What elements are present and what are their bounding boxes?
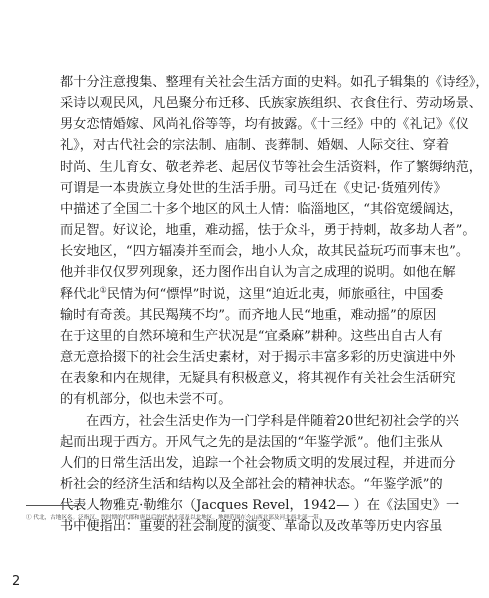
text-line: 而足智。好议论，地重，难动摇，怯于众斗，勇于持刺，故多劫人者”。 (60, 223, 476, 239)
text-line: 代表人物雅克·勒维尔（Jacques Revel，1942— ）在《法国史》一 (60, 498, 460, 514)
text-line: 输时有奇羡。其民羯羠不均”。而齐地人民“地重，难动摇”的原因 (60, 307, 437, 323)
text-line: 礼》，对古代社会的宗法制、庙制、丧葬制、婚姻、人际交往、穿着 (60, 138, 450, 154)
text-line: 起而出现于西方。开风气之先的是法国的“年鉴学派”。他们主张从 (60, 434, 443, 450)
text-line: 都十分注意搜集、整理有关社会生活方面的史料。如孔子辑集的《诗经》， (60, 75, 489, 90)
footnote-marker[interactable]: ① (99, 285, 107, 295)
text-line: 时尚、生儿育女、敬老养老、起居仪节等社会生活资料，作了繁缛纳范， (60, 159, 482, 175)
text-line: 在于这里的自然环境和生产状况是“宜桑麻”耕种。这些出自古人有 (60, 328, 443, 344)
footnote-divider (26, 505, 82, 506)
text-fragment: 民情为何“慓悍”时说，这里“迫近北夷，师旅亟往，中国委 (106, 286, 444, 302)
text-line-with-footnote (60, 284, 444, 305)
text-line: 在西方，社会生活史作为一门学科是伴随着20世纪初社会学的兴 (86, 413, 459, 429)
text-line: 男女恋情婚嫁、风尚礼俗等等，均有披露。《十三经》中的《礼记》《仪 (60, 117, 469, 133)
text-line: 长安地区，“四方辐凑并至而会，地小人众，故其民益玩巧而事末也”。 (60, 244, 470, 260)
text-fragment: 释代北 (60, 286, 100, 302)
text-line: 人们的日常生活出发，追踪一个社会物质文明的发展过程，并进而分 (60, 455, 456, 471)
text-line: 书中便指出：重要的社会制度的演变、革命以及改革等历史内容虽 (60, 519, 443, 535)
text-line: 意无意拾掇下的社会生活史素材，对于揭示丰富多彩的历史演进中外 (60, 350, 456, 366)
body-text (60, 72, 489, 537)
text-line: 中描述了全国二十多个地区的风土人情：临淄地区，“其俗宽缓阔达， (60, 201, 463, 217)
text-line: 可谓是一本贵族立身处世的生活手册。司马迁在《史记·货殖列传》 (60, 180, 447, 196)
text-line: 在表象和内在规律，无疑具有积极意义，将其视作有关社会生活研究 (60, 371, 456, 387)
paragraph-1 (60, 72, 489, 411)
page-number: 2 (12, 574, 21, 589)
text-line: 他并非仅仅罗列现象，还力图作出自认为言之成理的说明。如他在解 (60, 265, 456, 281)
text-line: 析社会的经济生活和结构以及全部社会的精神状态。“年鉴学派”的 (60, 476, 443, 492)
text-line: 的有机部分，似也未尝不可。 (60, 392, 232, 408)
text-line: 采诗以观民风，凡邑聚分布迁移、氏族家族组织、衣食住行、劳动场景、 (60, 96, 482, 112)
footnote: ① 代北，古地区名。泛指汉、晋时期的代郡和唐以后的代州北部及以北地区。地理范围在今山西北部及河北西北部一带。 (26, 515, 325, 521)
